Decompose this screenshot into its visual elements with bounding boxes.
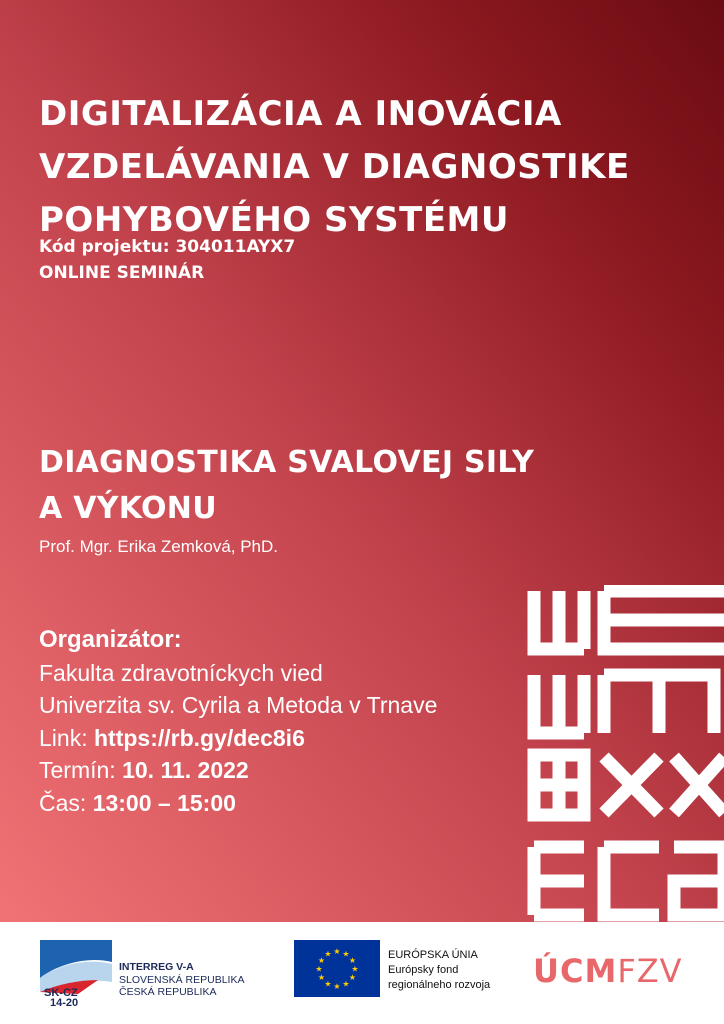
organizer-university: Univerzita sv. Cyrila a Metoda v Trnave [39, 692, 438, 718]
project-code: Kód projektu: 304011AYX7 [39, 237, 296, 257]
ucm-logo-bold: ÚCM [533, 952, 618, 990]
interreg-name: INTERREG V-A [119, 961, 194, 973]
seminar-title [39, 440, 534, 532]
eu-line: Európsky fond [388, 964, 459, 976]
interreg-text [119, 961, 244, 999]
time-row [39, 787, 437, 820]
organizer-heading: Organizátor: [39, 626, 182, 653]
svg-text:★: ★ [348, 956, 357, 965]
speaker-name: Prof. Mgr. Erika Zemková, PhD. [39, 537, 279, 556]
svg-text:★: ★ [342, 979, 350, 989]
svg-text:★: ★ [348, 973, 357, 982]
eu-flag-icon [294, 940, 380, 997]
svg-text:★: ★ [317, 956, 326, 965]
eu-line: EURÓPSKA ÚNIA [388, 949, 478, 961]
seminar-title-line: DIAGNOSTIKA SVALOVEJ SILY [39, 445, 535, 480]
interreg-logo-line: 14-20 [50, 997, 79, 1006]
main-title-line: VZDELÁVANIA V DIAGNOSTIKE [39, 147, 630, 187]
svg-text:★: ★ [315, 964, 323, 974]
svg-text:★: ★ [324, 979, 332, 989]
main-title-line: DIGITALIZÁCIA A INOVÁCIA [39, 94, 562, 134]
svg-text:★: ★ [333, 982, 341, 991]
glagolitic-ornament-icon [524, 585, 724, 922]
date-label: Termín: [39, 757, 123, 783]
organizer-block [39, 624, 437, 819]
interreg-logo-line: SK-CZ [44, 987, 78, 999]
project-info [39, 234, 295, 286]
svg-text:★: ★ [342, 949, 350, 959]
seminar-title-line: A VÝKONU [39, 491, 217, 526]
svg-text:★: ★ [351, 964, 359, 974]
ucm-logo-light: FZV [617, 952, 683, 990]
organizer-faculty: Fakulta zdravotníckych vied [39, 659, 323, 686]
ucm-fzv-logo [533, 952, 683, 990]
eu-text [388, 948, 490, 993]
seminar-type: ONLINE SEMINÁR [39, 263, 205, 283]
time-label: Čas: [39, 789, 93, 816]
interreg-country: ČESKÁ REPUBLIKA [119, 986, 217, 998]
seminar-link[interactable]: https://rb.gy/dec8i6 [93, 724, 305, 751]
link-row [39, 722, 437, 755]
main-title [39, 88, 630, 247]
date-row [39, 754, 437, 787]
interreg-logo-icon [38, 938, 116, 1006]
svg-text:★: ★ [324, 949, 332, 959]
eu-line: regionálneho rozvoja [388, 979, 491, 991]
svg-text:★: ★ [317, 973, 326, 982]
interreg-country: SLOVENSKÁ REPUBLIKA [119, 973, 245, 986]
svg-text:★: ★ [333, 947, 341, 956]
link-label: Link: [39, 724, 94, 751]
date-value: 10. 11. 2022 [122, 757, 249, 783]
time-value: 13:00 – 15:00 [92, 789, 236, 816]
main-title-line: POHYBOVÉHO SYSTÉMU [39, 200, 509, 240]
